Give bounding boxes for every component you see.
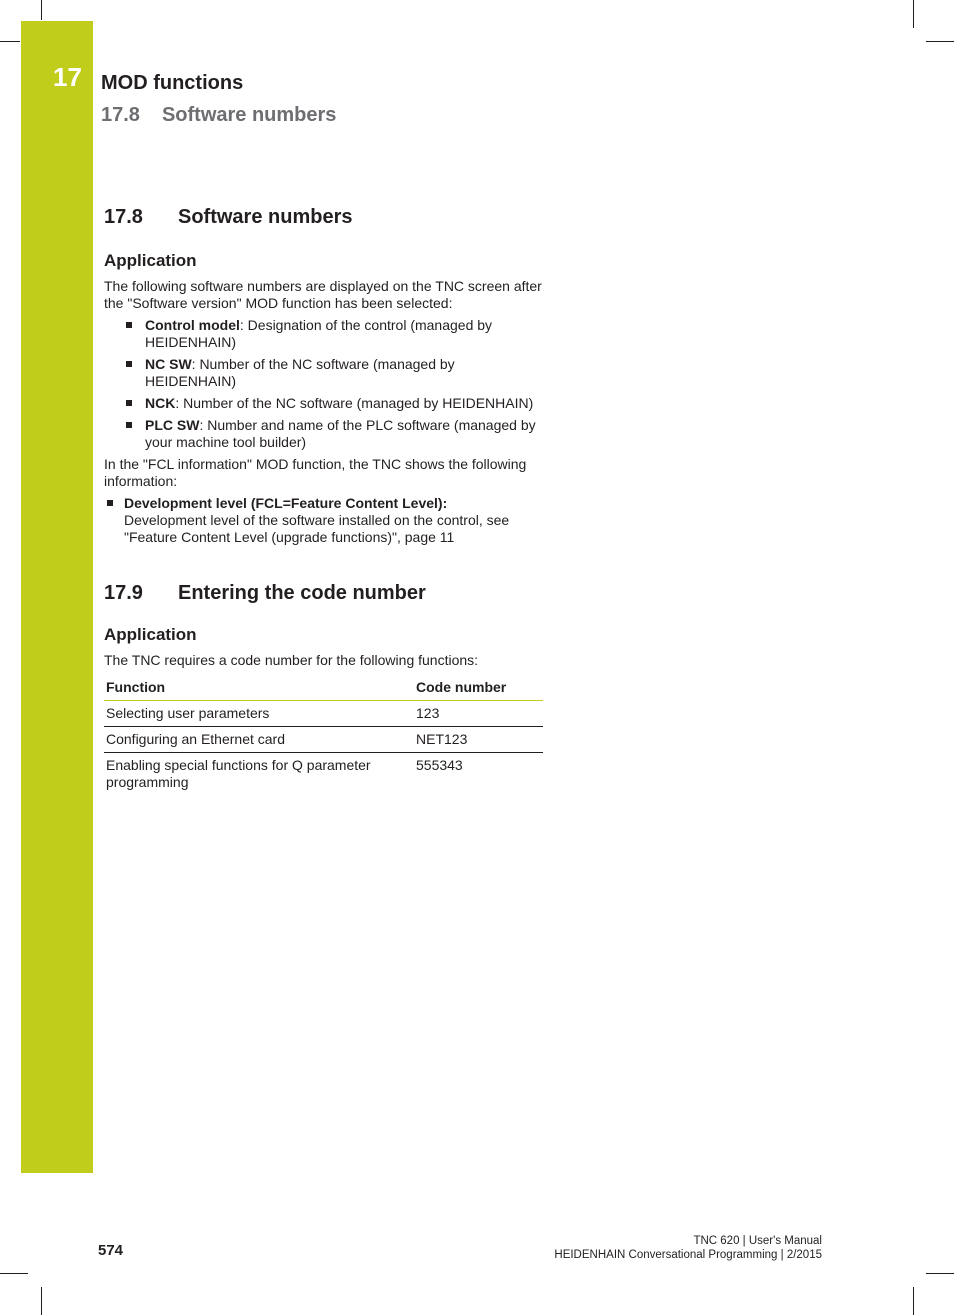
paragraph: The TNC requires a code number for the following functions: — [104, 652, 479, 668]
list-term: Control model — [145, 317, 240, 333]
code-number-table — [104, 676, 543, 795]
chapter-title: MOD functions — [101, 72, 244, 94]
crop-mark — [926, 1273, 954, 1274]
table-cell: Enabling special functions for Q parameter programming — [106, 757, 371, 790]
table-cell: 123 — [414, 701, 543, 727]
section-heading — [104, 581, 544, 605]
page-content — [104, 205, 544, 795]
paragraph: The following software numbers are displayed on the TNC screen after the "Software version" MOD function has been selected: — [104, 278, 542, 311]
footer-line: TNC 620 | User's Manual — [693, 1235, 822, 1247]
table-row — [104, 727, 543, 753]
chapter-sidebar — [21, 21, 93, 1173]
table-row — [104, 753, 543, 796]
subheading: Application — [104, 625, 197, 644]
crop-mark — [926, 41, 954, 42]
crop-mark — [41, 0, 42, 20]
list-item — [104, 317, 544, 351]
paragraph: In the "FCL information" MOD function, the TNC shows the following information: — [104, 456, 527, 489]
table-cell: 555343 — [416, 757, 463, 773]
crop-mark — [913, 1287, 914, 1315]
crop-mark — [41, 1287, 42, 1315]
software-list — [104, 317, 544, 451]
chapter-number: 17 — [53, 62, 82, 92]
list-text: : Number of the NC software (managed by HEIDENHAIN) — [145, 356, 455, 389]
list-item — [104, 356, 544, 390]
fcl-list — [104, 495, 544, 546]
running-section-header — [101, 104, 336, 127]
list-term: PLC SW — [145, 417, 200, 433]
list-term: Development level (FCL=Feature Content Level): — [124, 495, 448, 511]
section-number: 17.9 — [104, 582, 143, 604]
table-cell: Selecting user parameters — [104, 701, 414, 727]
list-item — [104, 395, 544, 412]
footer-info — [554, 1234, 822, 1262]
table-row — [104, 701, 543, 727]
running-section-number: 17.8 — [101, 104, 140, 126]
table-header-row — [104, 676, 543, 701]
list-text: Development level of the software installed on the control, see "Feature Content Level (upgrade functions)", page 11 — [124, 512, 510, 545]
list-text: : Number of the NC software (managed by HEIDENHAIN) — [175, 395, 534, 411]
list-item — [104, 495, 544, 546]
section-heading — [104, 205, 544, 229]
list-text: : Number and name of the PLC software (managed by your machine tool builder) — [145, 417, 536, 450]
table-cell: NET123 — [414, 727, 543, 753]
page-number: 574 — [98, 1242, 124, 1259]
section-title: Software numbers — [178, 206, 353, 228]
column-header: Function — [104, 676, 414, 701]
crop-mark — [913, 0, 914, 28]
list-term: NC SW — [145, 356, 192, 372]
crop-mark — [0, 41, 20, 42]
section-title: Entering the code number — [178, 582, 426, 604]
running-section-title: Software numbers — [161, 104, 337, 126]
table-cell: Configuring an Ethernet card — [104, 727, 414, 753]
subheading: Application — [104, 251, 197, 270]
list-item — [104, 417, 544, 451]
column-header: Code number — [414, 676, 543, 701]
list-term: NCK — [145, 395, 176, 411]
footer-line: HEIDENHAIN Conversational Programming | 2/2015 — [554, 1249, 822, 1261]
crop-mark — [0, 1273, 28, 1274]
list-text: : Designation of the control (managed by HEIDENHAIN) — [145, 317, 493, 350]
section-number: 17.8 — [104, 206, 143, 228]
